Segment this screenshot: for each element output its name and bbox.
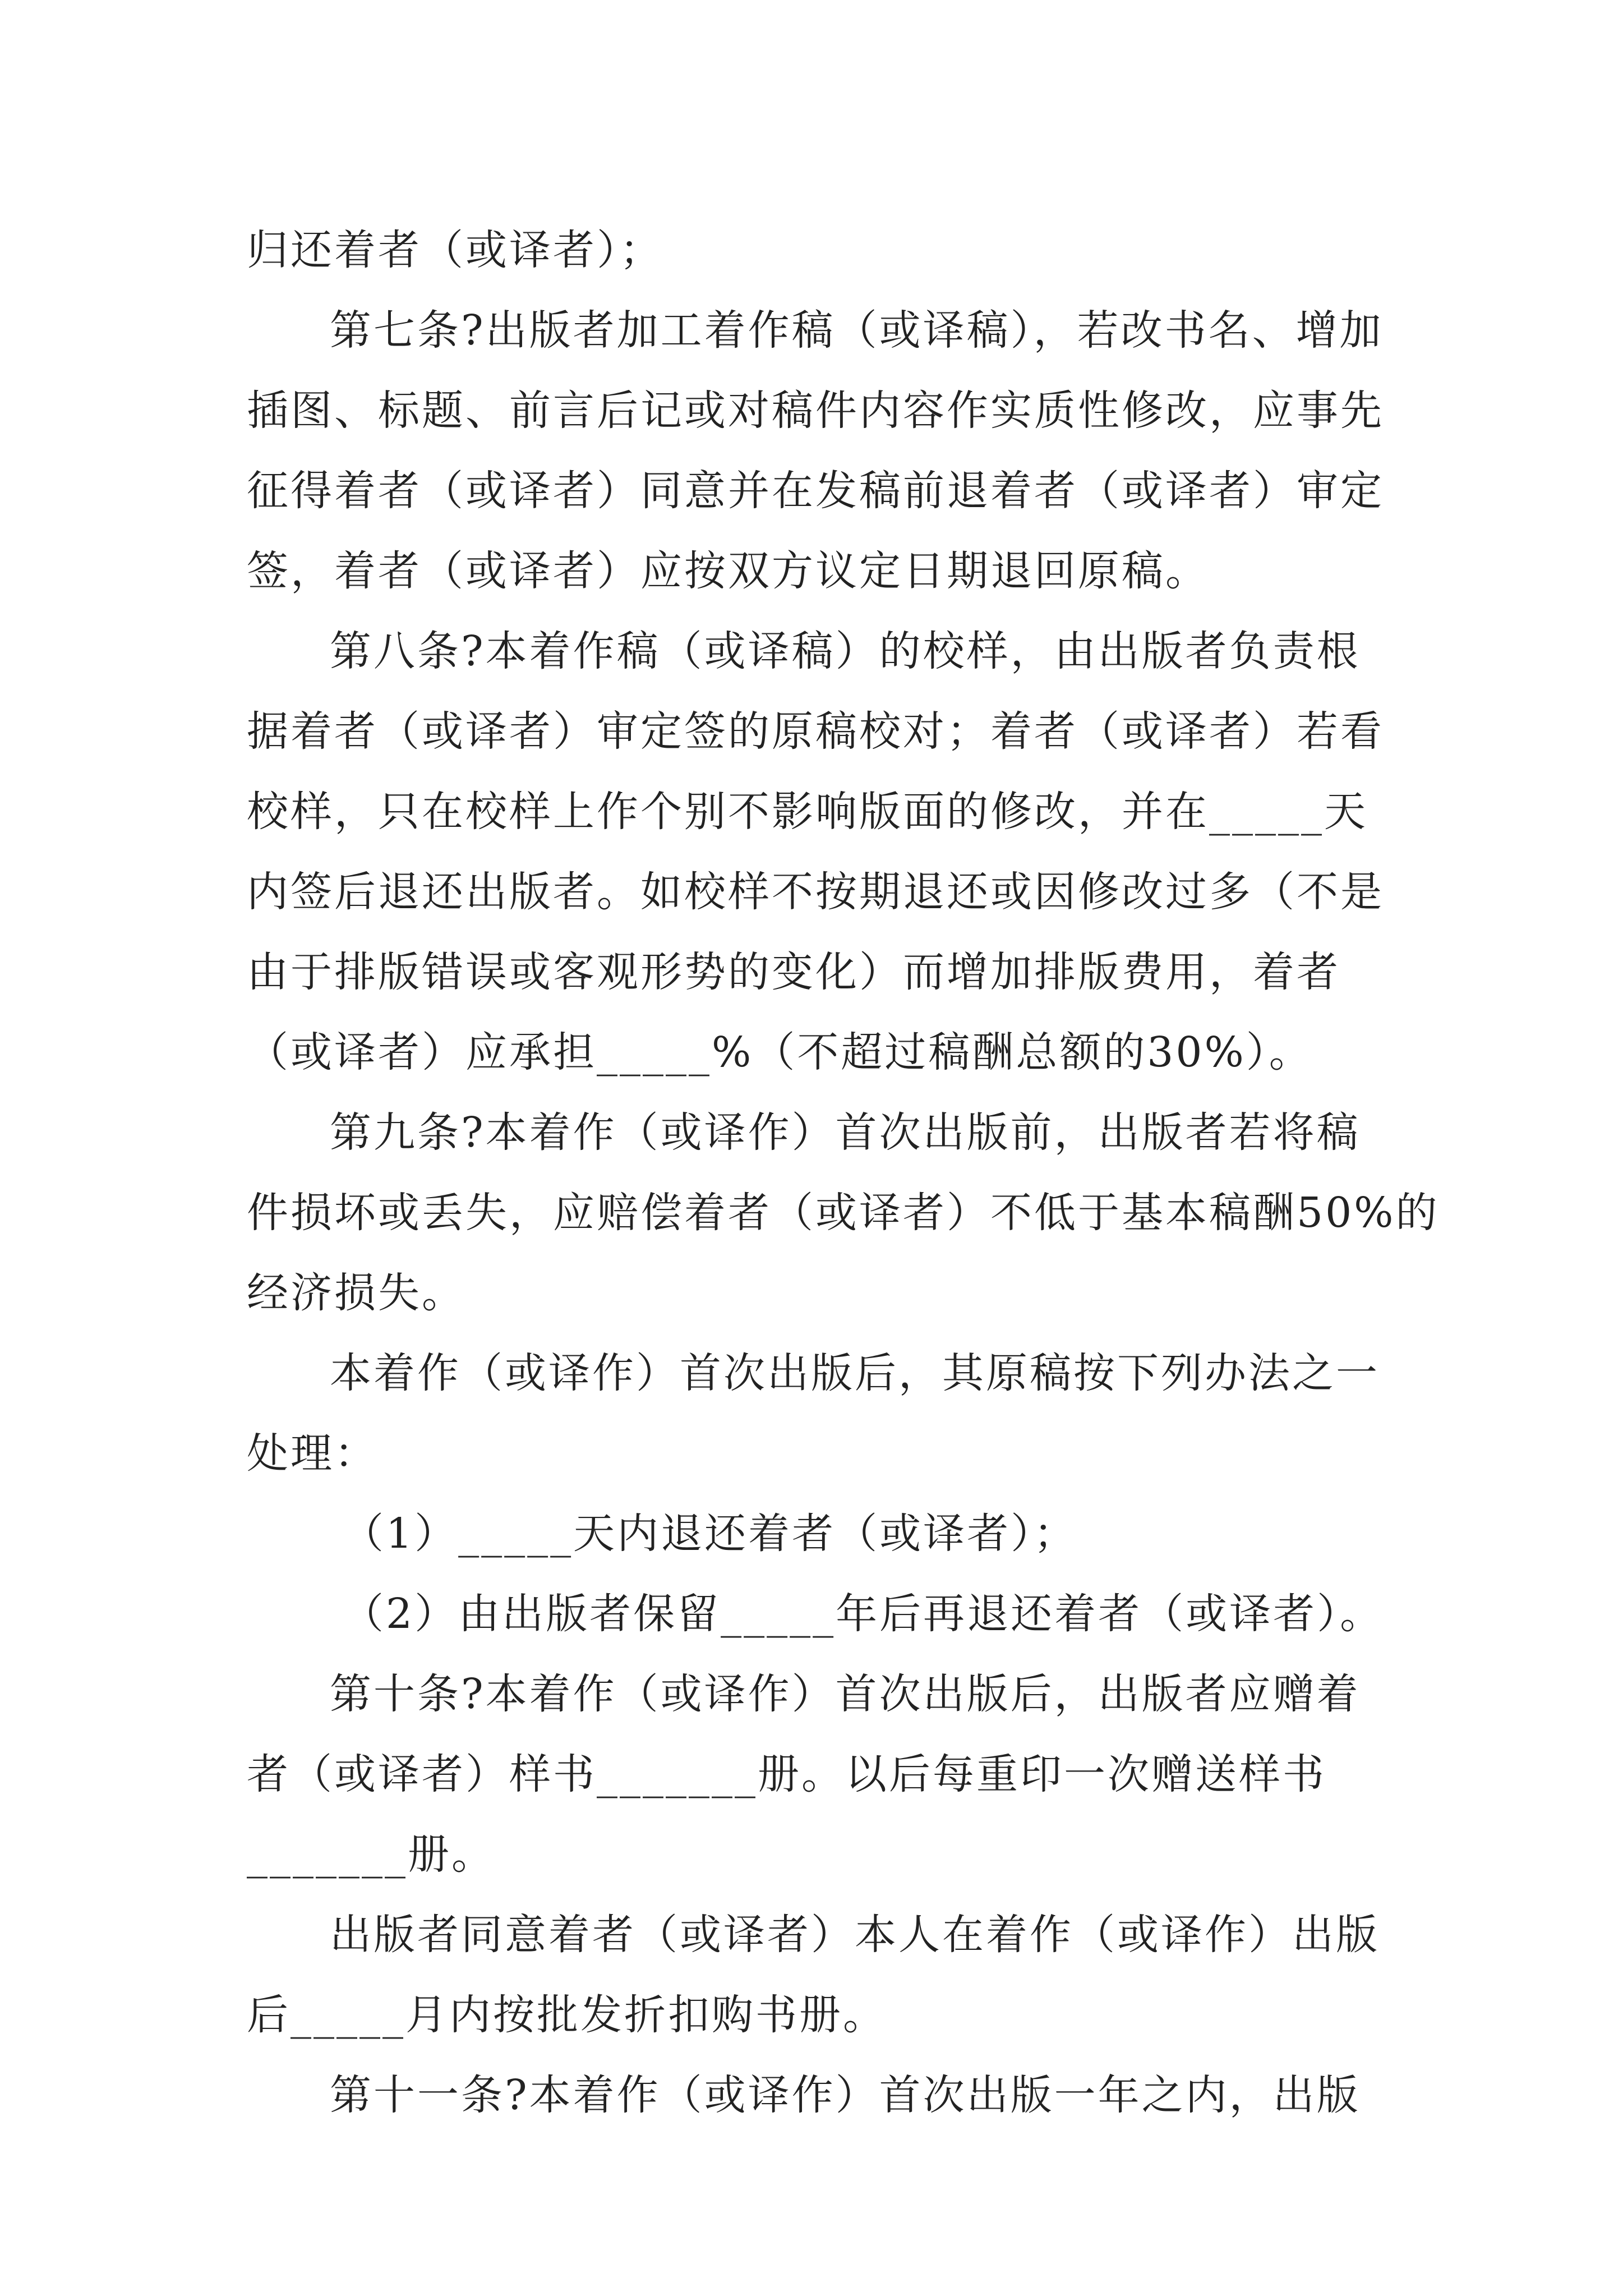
text-line: 出版者同意着者（或译者）本人在着作（或译作）出版 xyxy=(330,1911,1380,1959)
text-line-item-2: （2）由出版者保留_____年后再退还着者（或译者）。 xyxy=(342,1590,1384,1638)
text-line: _______册。 xyxy=(247,1830,495,1879)
text-line-article-11: 第十一条?本着作（或译作）首次出版一年之内，出版 xyxy=(330,2071,1361,2119)
text-line-article-7: 第七条?出版者加工着作稿（或译稿），若改书名、增加 xyxy=(330,306,1384,355)
text-line: 签，着者（或译者）应按双方议定日期退回原稿。 xyxy=(247,547,1209,595)
text-line: 本着作（或译作）首次出版后，其原稿按下列办法之一 xyxy=(330,1349,1380,1397)
text-line: 处理： xyxy=(247,1429,378,1478)
text-line: 插图、标题、前言后记或对稿件内容作实质性修改，应事先 xyxy=(247,386,1384,435)
text-line: 内签后退还出版者。如校样不按期退还或因修改过多（不是 xyxy=(247,868,1384,916)
text-line: 件损坏或丢失，应赔偿着者（或译者）不低于基本稿酬50%的 xyxy=(247,1189,1440,1237)
text-line-article-10: 第十条?本着作（或译作）首次出版后，出版者应赠着 xyxy=(330,1670,1361,1718)
text-line: 征得着者（或译者）同意并在发稿前退着者（或译者）审定 xyxy=(247,467,1384,515)
text-line: 校样，只在校样上作个别不影响版面的修改，并在_____天 xyxy=(247,788,1368,836)
text-line-article-9: 第九条?本着作（或译作）首次出版前，出版者若将稿 xyxy=(330,1108,1361,1157)
text-line: 者（或译者）样书_______册。以后每重印一次赠送样书 xyxy=(247,1750,1326,1798)
text-line-article-8: 第八条?本着作稿（或译稿）的校样，由出版者负责根 xyxy=(330,627,1361,675)
contract-text xyxy=(247,210,1440,2136)
text-line: 后_____月内按批发折扣购书册。 xyxy=(247,1991,887,2039)
text-line: （或译者）应承担_____%（不超过稿酬总额的30%）。 xyxy=(247,1028,1313,1076)
text-line: 归还着者（或译者）； xyxy=(247,226,663,274)
text-line: 由于排版错误或客观形势的变化）而增加排版费用，着者 xyxy=(247,948,1340,996)
text-line-item-1: （1）_____天内退还着者（或译者）； xyxy=(342,1510,1078,1558)
text-line: 据着者（或译者）审定签的原稿校对；着者（或译者）若看 xyxy=(247,707,1384,756)
text-line: 经济损失。 xyxy=(247,1269,465,1317)
